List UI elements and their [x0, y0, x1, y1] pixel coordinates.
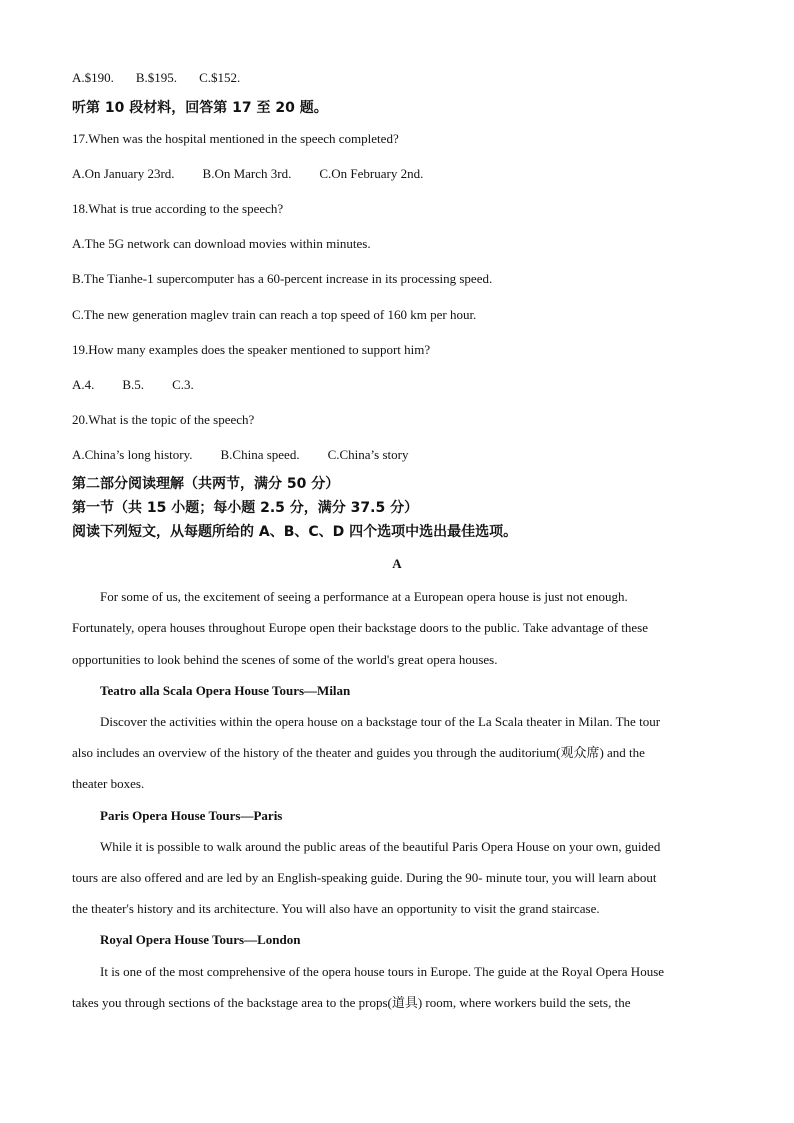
section1-heading: 第一节（共 15 小题；每小题 2.5 分，满分 37.5 分）	[72, 500, 419, 516]
milan-text-line: also includes an overview of the history of the theater and guides you through the auditorium(观众席) and the	[72, 745, 645, 760]
paris-text-line: While it is possible to walk around the public areas of the beautiful Paris Opera House on your own, guided	[100, 839, 661, 854]
instruction: 阅读下列短文，从每题所给的 A、B、C、D 四个选项中选出最佳选项。	[72, 524, 518, 540]
q19-question: 19.How many examples does the speaker mentioned to support him?	[72, 342, 431, 357]
q20-options	[72, 447, 408, 463]
section-heading-10: 听第 10 段材料，回答第 17 至 20 题。	[72, 100, 328, 116]
q17-option-c: C.On February 2nd.	[319, 166, 424, 181]
london-tour-title: Royal Opera House Tours—London	[100, 932, 301, 947]
london-text-line: takes you through sections of the backstage area to the props(道具) room, where workers build the sets, the	[72, 995, 631, 1010]
q19-option-a: A.4.	[72, 377, 95, 392]
passage-label: A	[392, 556, 402, 571]
q18-option-b: B.The Tianhe-1 supercomputer has a 60-percent increase in its processing speed.	[72, 271, 493, 286]
q20-question: 20.What is the topic of the speech?	[72, 412, 255, 427]
milan-text-line: Discover the activities within the opera house on a backstage tour of the La Scala theater in Milan. The tour	[100, 714, 661, 729]
q16-option-b: B.$195.	[135, 70, 178, 85]
q20-option-c: C.China’s story	[327, 447, 409, 462]
part2-heading: 第二部分阅读理解（共两节，满分 50 分）	[72, 476, 340, 492]
q18-question: 18.What is true according to the speech?	[72, 201, 284, 216]
q19-option-c: C.3.	[172, 377, 194, 392]
milan-text-line: theater boxes.	[72, 776, 145, 791]
q20-option-b: B.China speed.	[220, 447, 300, 462]
q17-options	[72, 166, 423, 182]
paris-text-line: the theater's history and its architecture. You will also have an opportunity to visit the grand staircase.	[72, 901, 600, 916]
q17-option-b: B.On March 3rd.	[202, 166, 292, 181]
q18-option-a: A.The 5G network can download movies within minutes.	[72, 236, 371, 251]
passage-intro-line: Fortunately, opera houses throughout Europe open their backstage doors to the public. Take advantage of these	[72, 620, 648, 635]
q17-question: 17.When was the hospital mentioned in the speech completed?	[72, 131, 399, 146]
passage-intro-line: opportunities to look behind the scenes of some of the world's great opera houses.	[72, 652, 498, 667]
london-text-line: It is one of the most comprehensive of the opera house tours in Europe. The guide at the Royal Opera House	[100, 964, 665, 979]
q20-option-a: A.China’s long history.	[72, 447, 193, 462]
paris-text-line: tours are also offered and are led by an English-speaking guide. During the 90- minute tour, you will learn about	[72, 870, 657, 885]
q19-option-b: B.5.	[122, 377, 145, 392]
q16-option-a: A.$190.	[72, 70, 114, 85]
q17-option-a: A.On January 23rd.	[72, 166, 175, 181]
milan-tour-title: Teatro alla Scala Opera House Tours—Milan	[100, 683, 351, 698]
q16-option-c: C.$152.	[199, 70, 241, 85]
q18-option-c: C.The new generation maglev train can reach a top speed of 160 km per hour.	[72, 307, 477, 322]
passage-intro-line: For some of us, the excitement of seeing a performance at a European opera house is just not enough.	[100, 589, 628, 604]
paris-tour-title: Paris Opera House Tours—Paris	[100, 808, 283, 823]
q19-options	[72, 377, 194, 393]
q16-options	[72, 70, 240, 86]
